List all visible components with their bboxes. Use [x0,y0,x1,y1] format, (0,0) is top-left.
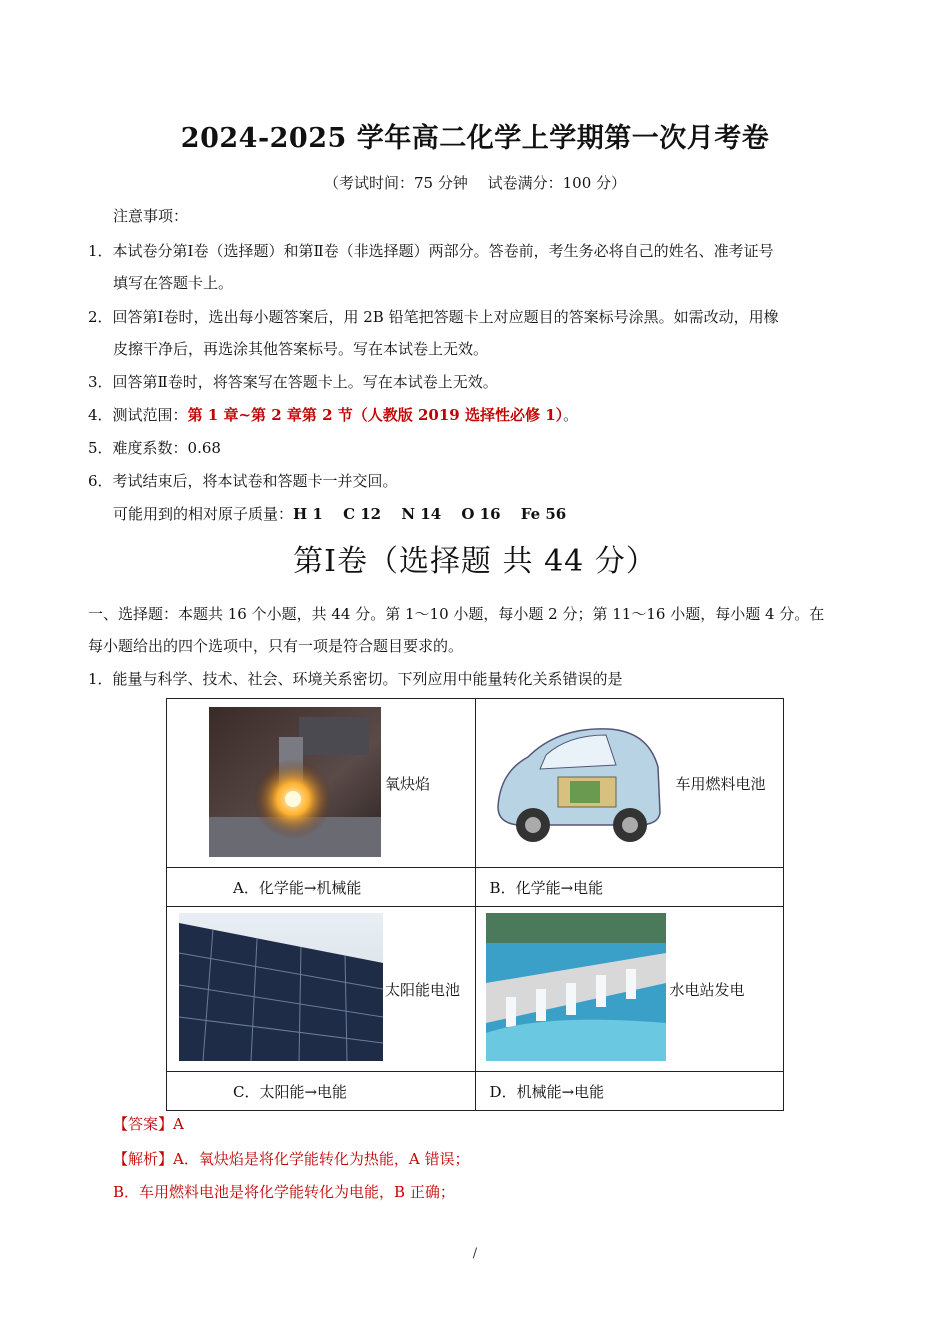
option-d: D．机械能→电能 [475,1072,783,1111]
notice-5: 5．难度系数：0.68 [88,439,221,457]
analysis-line-a: 【解析】A．氧炔焰是将化学能转化为热能，A 错误； [113,1150,470,1168]
option-c: C．太阳能→电能 [167,1072,476,1111]
analysis-line-b: B．车用燃料电池是将化学能转化为电能，B 正确； [113,1183,455,1201]
option-c-label: 太阳能电池 [385,981,461,999]
section-title: 第Ⅰ卷（选择题 共 44 分） [293,544,657,579]
instructions-line-1: 一、选择题：本题共 16 个小题，共 44 分。第 1～10 小题，每小题 2 分；第 11～16 小题，每小题 4 分。在 [88,605,825,623]
option-a-label: 氧炔焰 [385,775,431,793]
options-table [166,698,784,1111]
question-1-stem: 1．能量与科学、技术、社会、环境关系密切。下列应用中能量转化关系错误的是 [88,670,623,688]
option-b-image-cell [475,699,783,868]
notice-6: 6．考试结束后，将本试卷和答题卡一并交回。 [88,472,398,490]
notice-heading: 注意事项： [113,207,189,225]
option-a-image-cell [167,699,476,868]
instructions-line-2: 每小题给出的四个选项中，只有一项是符合题目要求的。 [88,637,464,655]
option-c-image-cell [167,907,476,1072]
notice-2-cont: 皮擦干净后，再选涂其他答案标号。写在本试卷上无效。 [113,340,489,358]
option-b: B．化学能→电能 [475,868,783,907]
option-d-image-cell [475,907,783,1072]
option-a: A．化学能→机械能 [167,868,476,907]
notice-1-cont: 填写在答题卡上。 [113,274,234,292]
exam-subtitle: （考试时间：75 分钟 试卷满分：100 分） [323,174,627,192]
solar-panel-photo [179,913,383,1061]
page-footer: / [472,1246,478,1261]
notice-1: 1．本试卷分第Ⅰ卷（选择题）和第Ⅱ卷（非选择题）两部分。答卷前，考生务必将自己的姓名、准考证号 [88,242,774,260]
option-b-label: 车用燃料电池 [675,775,766,793]
answer-line: 【答案】A [113,1115,184,1133]
notice-3: 3．回答第Ⅱ卷时，将答案写在答题卡上。写在本试卷上无效。 [88,373,498,391]
oxyacetylene-flame-photo [209,707,381,857]
option-d-label: 水电站发电 [669,981,745,999]
page-title: 2024-2025 学年高二化学上学期第一次月考卷 [180,123,770,154]
fuel-cell-car-illustration [488,717,666,849]
hydropower-station-photo [486,913,666,1061]
atomic-masses: 可能用到的相对原子质量：H 1 C 12 N 14 O 16 Fe 56 [113,505,567,523]
notice-2: 2．回答第Ⅰ卷时，选出每小题答案后，用 2B 铅笔把答题卡上对应题目的答案标号涂黑。如需改动，用橡 [88,308,779,326]
notice-4: 4．测试范围：第 1 章~第 2 章第 2 节（人教版 2019 选择性必修 1）。 [88,406,579,424]
